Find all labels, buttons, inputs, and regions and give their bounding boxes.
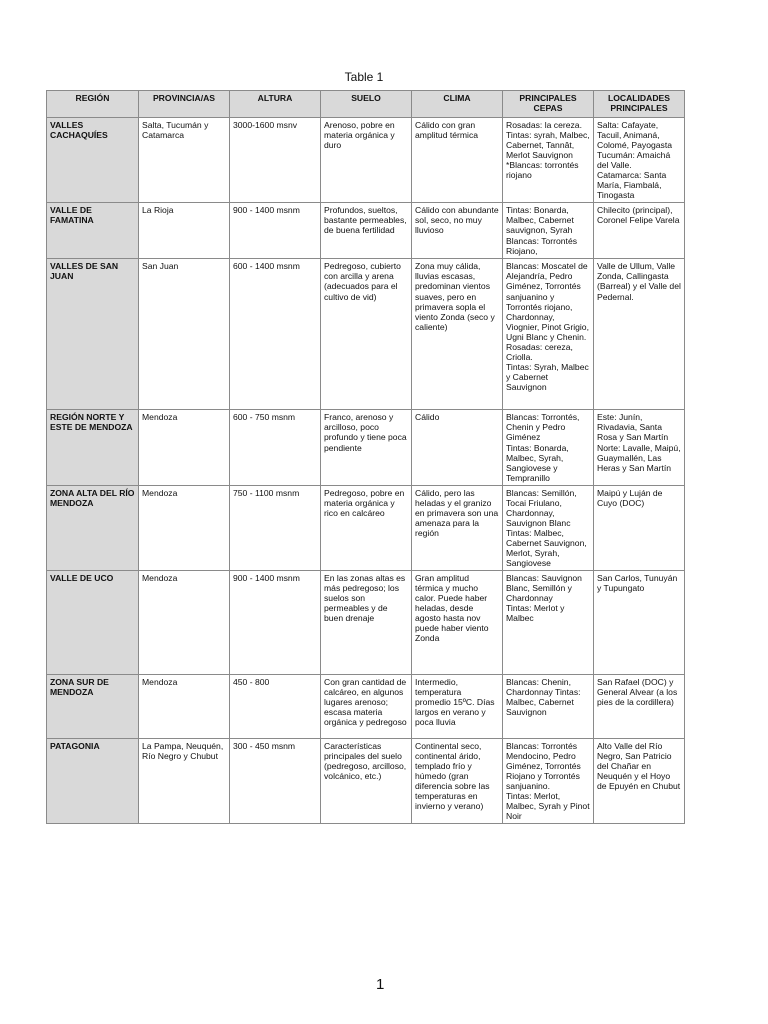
- cell-localidades: Chilecito (principal), Coronel Felipe Varela: [594, 203, 685, 259]
- cell-provincia: Mendoza: [139, 571, 230, 675]
- table-row: [47, 259, 685, 410]
- cell-clima: Cálido: [412, 410, 503, 485]
- cell-provincia: La Rioja: [139, 203, 230, 259]
- table-row: [47, 739, 685, 824]
- cell-cepas: Blancas: Moscatel de Alejandría, Pedro Giménez, Torrontés sanjuanino y Torrontés riojano, Chardonnay, Viognier, Pinot Grigio, Ugni Blanc y Chenin. Rosadas: cereza, Criolla. Tintas: Syrah, Malbec y Cabernet Sauvignon: [503, 259, 594, 410]
- cell-region: ZONA SUR DE MENDOZA: [47, 675, 139, 739]
- cell-suelo: En las zonas altas es más pedregoso; los suelos son permeables y de buen drenaje: [321, 571, 412, 675]
- wine-regions-table: [46, 90, 685, 824]
- cell-cepas: Blancas: Torrontés Mendocino, Pedro Giménez, Torrontés Riojano y Torrontés sanjuanino. Tintas: Merlot, Malbec, Syrah y Pinot Noir: [503, 739, 594, 824]
- cell-suelo: Pedregoso, cubierto con arcilla y arena (adecuados para el cultivo de vid): [321, 259, 412, 410]
- cell-suelo: Profundos, sueltos, bastante permeables, de buena fertilidad: [321, 203, 412, 259]
- cell-clima: Continental seco, continental árido, templado frío y húmedo (gran diferencia sobre las temperaturas en invierno y verano): [412, 739, 503, 824]
- cell-clima: Cálido con gran amplitud térmica: [412, 118, 503, 203]
- cell-clima: Cálido, pero las heladas y el granizo en primavera son una amenaza para la región: [412, 485, 503, 570]
- cell-localidades: Valle de Ullum, Valle Zonda, Callingasta (Barreal) y el Valle del Pedernal.: [594, 259, 685, 410]
- cell-localidades: Maipú y Luján de Cuyo (DOC): [594, 485, 685, 570]
- cell-provincia: Mendoza: [139, 410, 230, 485]
- table-row: [47, 118, 685, 203]
- table-row: [47, 675, 685, 739]
- header-localidades: LOCALIDADES PRINCIPALES: [594, 91, 685, 118]
- table-row: [47, 410, 685, 485]
- cell-altura: 750 - 1100 msnm: [230, 485, 321, 570]
- cell-provincia: La Pampa, Neuquén, Río Negro y Chubut: [139, 739, 230, 824]
- cell-altura: 600 - 1400 msnm: [230, 259, 321, 410]
- cell-cepas: Rosadas: la cereza. Tintas: syrah, Malbec, Cabernet, Tannât, Merlot Sauvignon *Blancas: torrontés riojano: [503, 118, 594, 203]
- cell-altura: 600 - 750 msnm: [230, 410, 321, 485]
- table-row: [47, 485, 685, 570]
- table-row: [47, 571, 685, 675]
- header-clima: CLIMA: [412, 91, 503, 118]
- cell-cepas: Blancas: Sauvignon Blanc, Semillón y Chardonnay Tintas: Merlot y Malbec: [503, 571, 594, 675]
- cell-region: ZONA ALTA DEL RÍO MENDOZA: [47, 485, 139, 570]
- table-caption: Table 1: [344, 70, 384, 84]
- cell-localidades: Salta: Cafayate, Tacuil, Animaná, Colomé, Payogasta Tucumán: Amaichá del Valle. Catamarca: Santa María, Fiambalá, Tinogasta: [594, 118, 685, 203]
- cell-suelo: Franco, arenoso y arcilloso, poco profundo y tiene poca pendiente: [321, 410, 412, 485]
- cell-suelo: Pedregoso, pobre en materia orgánica y rico en calcáreo: [321, 485, 412, 570]
- cell-clima: Intermedio, temperatura promedio 15ºC. Días largos en verano y poca lluvia: [412, 675, 503, 739]
- page-number: 1: [376, 976, 385, 993]
- cell-localidades: San Carlos, Tunuyán y Tupungato: [594, 571, 685, 675]
- header-cepas: PRINCIPALES CEPAS: [503, 91, 594, 118]
- cell-region: PATAGONIA: [47, 739, 139, 824]
- table-row: [47, 203, 685, 259]
- cell-provincia: Mendoza: [139, 675, 230, 739]
- header-suelo: SUELO: [321, 91, 412, 118]
- cell-suelo: Con gran cantidad de calcáreo, en algunos lugares arenoso; escasa materia orgánica y pedregoso: [321, 675, 412, 739]
- cell-provincia: San Juan: [139, 259, 230, 410]
- cell-region: VALLES DE SAN JUAN: [47, 259, 139, 410]
- cell-altura: 300 - 450 msnm: [230, 739, 321, 824]
- cell-altura: 450 - 800: [230, 675, 321, 739]
- cell-region: VALLE DE UCO: [47, 571, 139, 675]
- cell-clima: Zona muy cálida, lluvias escasas, predominan vientos suaves, pero en primavera sopla el viento Zonda (seco y caliente): [412, 259, 503, 410]
- table-header-row: [47, 91, 685, 118]
- cell-region: REGIÓN NORTE Y ESTE DE MENDOZA: [47, 410, 139, 485]
- cell-cepas: Blancas: Chenin, Chardonnay Tintas: Malbec, Cabernet Sauvignon: [503, 675, 594, 739]
- cell-cepas: Blancas: Semillón, Tocai Friulano, Chardonnay, Sauvignon Blanc Tintas: Malbec, Cabernet Sauvignon, Merlot, Syrah, Sangiovese: [503, 485, 594, 570]
- cell-altura: 900 - 1400 msnm: [230, 203, 321, 259]
- cell-cepas: Blancas: Torrontés, Chenin y Pedro Giménez Tintas: Bonarda, Malbec, Syrah, Sangiovese y Tempranillo: [503, 410, 594, 485]
- cell-cepas: Tintas: Bonarda, Malbec, Cabernet sauvignon, Syrah Blancas: Torrontés Riojano,: [503, 203, 594, 259]
- cell-localidades: Alto Valle del Río Negro, San Patricio del Chañar en Neuquén y el Hoyo de Epuyén en Chubut: [594, 739, 685, 824]
- cell-clima: Gran amplitud térmica y mucho calor. Puede haber heladas, desde agosto hasta nov puede haber viento Zonda: [412, 571, 503, 675]
- header-provincia: PROVINCIA/AS: [139, 91, 230, 118]
- cell-provincia: Salta, Tucumán y Catamarca: [139, 118, 230, 203]
- cell-altura: 900 - 1400 msnm: [230, 571, 321, 675]
- cell-localidades: Este: Junín, Rivadavia, Santa Rosa y San Martín Norte: Lavalle, Maipú, Guaymallén, Las Heras y San Martín: [594, 410, 685, 485]
- cell-region: VALLE DE FAMATINA: [47, 203, 139, 259]
- cell-suelo: Arenoso, pobre en materia orgánica y duro: [321, 118, 412, 203]
- cell-region: VALLES CACHAQUÍES: [47, 118, 139, 203]
- header-region: REGIÓN: [47, 91, 139, 118]
- cell-provincia: Mendoza: [139, 485, 230, 570]
- header-altura: ALTURA: [230, 91, 321, 118]
- cell-suelo: Características principales del suelo (pedregoso, arcilloso, volcánico, etc.): [321, 739, 412, 824]
- cell-altura: 3000-1600 msnv: [230, 118, 321, 203]
- cell-localidades: San Rafael (DOC) y General Alvear (a los pies de la cordillera): [594, 675, 685, 739]
- cell-clima: Cálido con abundante sol, seco, no muy lluvioso: [412, 203, 503, 259]
